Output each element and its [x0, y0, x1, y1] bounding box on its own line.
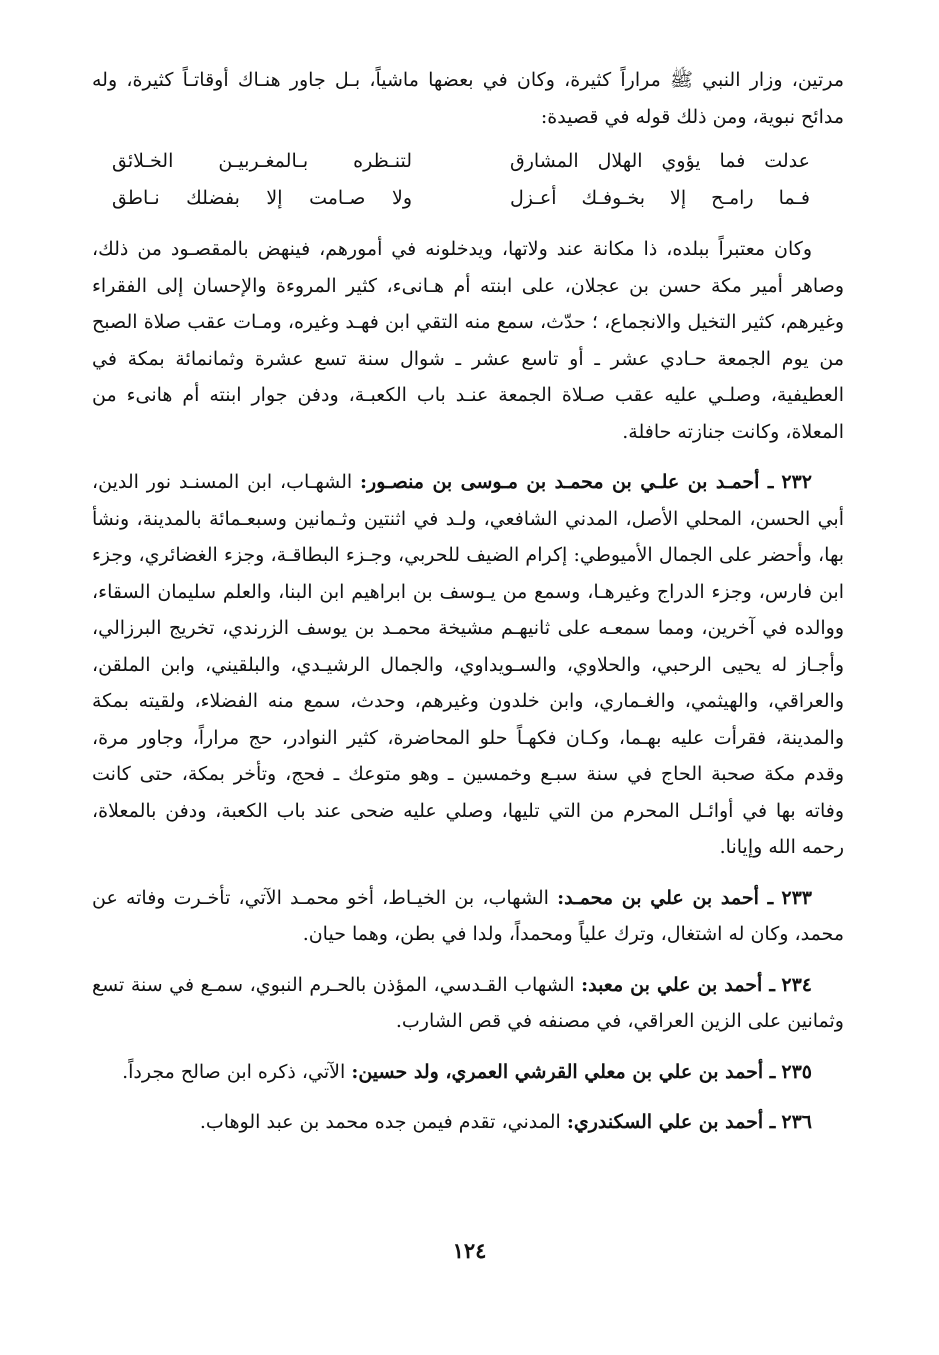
entry-dash: ـ — [758, 886, 774, 909]
entry-number: ٢٣٤ — [781, 973, 813, 996]
poem-verse — [112, 180, 810, 217]
entry-name: أحمـد بن علـي بن محمـد بن مـوسى بن منصـور: — [360, 471, 760, 493]
page-number: ١٢٤ — [452, 1238, 487, 1263]
entry-236 — [92, 1104, 844, 1141]
entry-number: ٢٣٥ — [781, 1060, 812, 1083]
entry-235 — [92, 1054, 844, 1091]
entry-number: ٢٣٢ — [781, 471, 812, 493]
entry-dash: ـ — [763, 1111, 776, 1133]
entry-number: ٢٣٣ — [781, 886, 812, 909]
entry-name: أحمد بن علي السكندري: — [566, 1111, 764, 1133]
entry-234 — [92, 967, 844, 1040]
entry-text: الشهـاب، ابن المسنـد نور الدين، أبي الحسن، المحلي الأصل، المدني الشافعي، ولـد في اثنتين وثـمانين وسبعـمائة بالمدينة، ونشأ بها، وأحضر على الجمال الأميوطي: إكرام الضيف للحربي، وجـزء البطاقـة، وجزء الغضائري، وجزء ابن فارس، وجزء الدراج وغيرهـا، وسمع من يـوسف بن ابراهيم ابن البنا، والعلم سليمان السقاء، ووالده في آخرين، ومما سمعـه على ثانيهـم مشيخة محمـد بن يوسف الزرندي، تخريج البرزالي، وأجـاز له يحيى الرحبي، والحلاوي، والسـويداوي، والجمال الرشيـدي، والبلقيني، وابن الملقن، والعراقي، والهيثمي، والغـماري، وابن خلدون وغيرهم، وحدث، سمع منه الفضلاء، ولقيته بمكة والمدينة، فقرأت عليه بهـما، وكـان فكهـاً حلو المحاضرة، كثير النوادر، حج مراراً، وجاور مرة، وقدم مكة صحبة الحاج في سنة سبـع وخمسين ـ وهو متوعك ـ فحج، وتأخر بمكة، حتى كانت وفاته بها في أوائـل المحرم من التي تليها، وصلي عليه ضحى عند باب الكعبة، ودفن بالمعلاة، رحمه الله وإيانا. — [92, 471, 844, 858]
entry-232 — [92, 464, 844, 866]
entry-dash: ـ — [759, 471, 774, 493]
entry-text: الشهاب القـدسي، المؤذن بالحـرم النبوي، سمـع في سنة تسع وثمانين على الزين العراقي، في مصنفه في قص الشارب. — [92, 973, 844, 1032]
intro-paragraph: مرتين، وزار النبي ﷺ مراراً كثيرة، وكان في بعضها ماشياً، بـل جاور هنـاك أوقاتـاً كثيرة، وله مدائح نبوية، ومن ذلك قوله في قصيدة: — [92, 69, 844, 128]
poem-second-hemistich: لتنـظره بـالمغـربيـن الخـلائق — [112, 150, 412, 172]
poem — [92, 143, 844, 217]
poem-first-hemistich: فـما رامـح إلا بخـوفـك أعـزل — [510, 187, 810, 209]
poem-second-hemistich: ولا صـامت إلا بفضلك نـاطق — [112, 187, 412, 209]
entry-name: أحمد بن علي بن معلي القرشي العمري، ولد حسين: — [351, 1060, 764, 1083]
entry-text: الآتي، ذكره ابن صالح مجرداً. — [122, 1060, 346, 1083]
entry-dash: ـ — [763, 1060, 776, 1083]
poem-first-hemistich: عدلت فما يؤوي الهلال المشارق — [510, 150, 810, 172]
poem-verse — [112, 143, 810, 180]
entry-number: ٢٣٦ — [781, 1111, 812, 1133]
entry-dash: ـ — [762, 973, 775, 996]
entry-name: أحمد بن علي بن محمـد: — [557, 886, 759, 909]
entry-233 — [92, 880, 844, 953]
entry-name: أحمد بن علي بن معبد: — [581, 973, 763, 996]
biography-paragraph: وكان معتبراً ببلده، ذا مكانة عند ولاتها، ويدخلونه في أمورهم، فينهض بالمقصـود من ذلك، وصاهر أمير مكة حسن بن عجلان، على ابنته أم هـانىء، كثير المروءة والإحسان إلى الفقراء وغيرهم، كثير التخيل والانجماع، ؛ حدّث، سمع منه التقي ابن فهـد وغيره، ومـات عقب صلاة الصبح من يوم الجمعة حـادي عشر ـ أو تاسع عشر ـ شوال سنة تسع عشرة وثمانمائة بمكة في العطيفية، وصلـي عليه عقب صـلاة الجمعة عنـد باب الكعبـة، ودفن جوار ابنته أم هانىء من المعلاة، وكانت جنازته حافلة. — [92, 238, 844, 443]
page-body — [92, 62, 844, 1141]
entry-text: الشهاب، بن الخيـاط، أخو محمـد الآتي، تأخـرت وفاته عن محمد، وكان له اشتغال، وترك علياً ومحمداً، ولدا في بطن، وهما حيان. — [92, 886, 844, 945]
entry-text: المدني، تقدم فيمن جده محمد بن عبد الوهاب. — [199, 1111, 561, 1133]
